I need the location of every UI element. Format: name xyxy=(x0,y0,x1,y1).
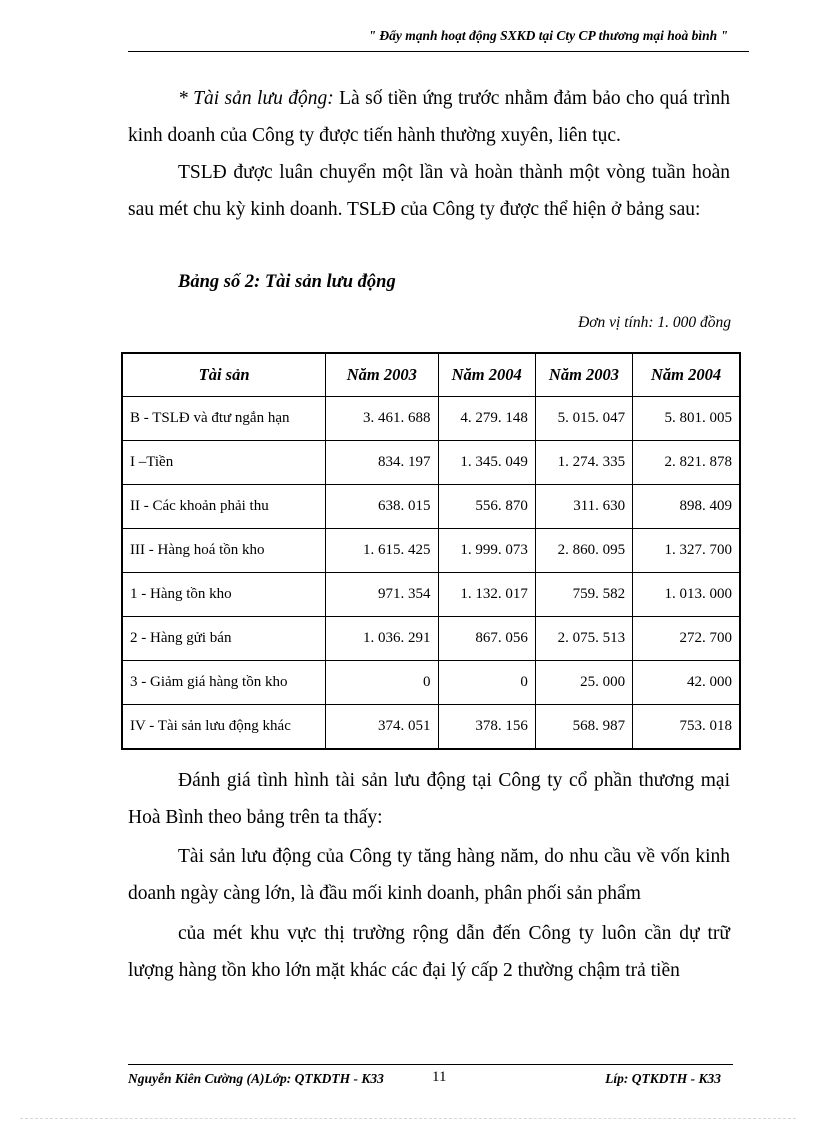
row-label: 3 - Giảm giá hàng tồn kho xyxy=(122,661,326,705)
table-cell: 1. 274. 335 xyxy=(535,441,632,485)
table-cell: 1. 013. 000 xyxy=(633,573,740,617)
table-row xyxy=(122,661,740,705)
table-row xyxy=(122,529,740,573)
table-row xyxy=(122,397,740,441)
table-cell: 1. 036. 291 xyxy=(326,617,438,661)
table-cell: 2. 821. 878 xyxy=(633,441,740,485)
footer-class: Líp: QTKDTH - K33 xyxy=(605,1071,721,1086)
footer-divider xyxy=(128,1064,733,1065)
table-cell: 867. 056 xyxy=(438,617,535,661)
table-cell: 1. 999. 073 xyxy=(438,529,535,573)
table-cell: 5. 801. 005 xyxy=(633,397,740,441)
table-cell: 556. 870 xyxy=(438,485,535,529)
table-unit-note: Đơn vị tính: 1. 000 đồng xyxy=(578,314,731,331)
paragraph-assets-growth xyxy=(128,838,730,912)
row-label: II - Các khoản phải thu xyxy=(122,485,326,529)
page-number: 11 xyxy=(432,1069,447,1085)
table-cell: 4. 279. 148 xyxy=(438,397,535,441)
page-bottom-edge xyxy=(20,1118,796,1119)
table-row xyxy=(122,705,740,750)
table-cell: 2. 075. 513 xyxy=(535,617,632,661)
table-cell: 5. 015. 047 xyxy=(535,397,632,441)
paragraph-text: Tài sản lưu động của Công ty tăng hàng năm, do nhu cầu về vốn kinh doanh ngày càng lớn, là đầu mối kinh doanh, phân phối sản phẩm xyxy=(128,846,730,904)
table-header-row xyxy=(122,353,740,397)
table-cell: 753. 018 xyxy=(633,705,740,750)
current-assets-table xyxy=(121,352,741,750)
table-cell: 374. 051 xyxy=(326,705,438,750)
row-label: III - Hàng hoá tồn kho xyxy=(122,529,326,573)
term-label: * Tài sản lưu động: xyxy=(178,88,334,109)
paragraph-text: TSLĐ được luân chuyển một lần và hoàn thành một vòng tuần hoàn sau mét chu kỳ kinh doanh. TSLĐ của Công ty được thể hiện ở bảng sau: xyxy=(128,162,730,220)
table-row xyxy=(122,573,740,617)
table-cell: 2. 860. 095 xyxy=(535,529,632,573)
row-label: I –Tiền xyxy=(122,441,326,485)
table-cell: 0 xyxy=(438,661,535,705)
table-cell: 1. 132. 017 xyxy=(438,573,535,617)
row-label: 2 - Hàng gửi bán xyxy=(122,617,326,661)
table-cell: 568. 987 xyxy=(535,705,632,750)
column-header: Tài sản xyxy=(122,353,326,397)
table-cell: 0 xyxy=(326,661,438,705)
table-cell: 311. 630 xyxy=(535,485,632,529)
table-cell: 3. 461. 688 xyxy=(326,397,438,441)
paragraph-assessment-intro xyxy=(128,762,730,836)
table-row xyxy=(122,485,740,529)
footer-author: Nguyễn Kiên Cường (A)Lớp: QTKDTH - K33 xyxy=(128,1071,384,1086)
table-cell: 378. 156 xyxy=(438,705,535,750)
column-header: Năm 2003 xyxy=(535,353,632,397)
table-cell: 1. 345. 049 xyxy=(438,441,535,485)
row-label: B - TSLĐ và đtư ngắn hạn xyxy=(122,397,326,441)
table-cell: 1. 327. 700 xyxy=(633,529,740,573)
table-cell: 638. 015 xyxy=(326,485,438,529)
paragraph-text: của mét khu vực thị trường rộng dẫn đến Công ty luôn cần dự trữ lượng hàng tồn kho lớn mặt khác các đại lý cấp 2 thường chậm trả tiền xyxy=(128,923,730,981)
table-cell: 971. 354 xyxy=(326,573,438,617)
table-row xyxy=(122,441,740,485)
table-cell: 834. 197 xyxy=(326,441,438,485)
paragraph-current-assets-turnover xyxy=(128,154,730,228)
column-header: Năm 2004 xyxy=(633,353,740,397)
table-cell: 42. 000 xyxy=(633,661,740,705)
column-header: Năm 2004 xyxy=(438,353,535,397)
row-label: IV - Tài sản lưu động khác xyxy=(122,705,326,750)
paragraph-text: Là số tiền ứng trước nhằm đảm bảo cho quá trình kinh doanh của Công ty được tiến hành thường xuyên, liên tục. xyxy=(128,88,730,146)
table-caption: Bảng số 2: Tài sản lưu động xyxy=(178,272,396,292)
table-cell: 1. 615. 425 xyxy=(326,529,438,573)
table-cell: 898. 409 xyxy=(633,485,740,529)
table-cell: 759. 582 xyxy=(535,573,632,617)
paragraph-current-assets-definition xyxy=(128,80,730,154)
row-label: 1 - Hàng tồn kho xyxy=(122,573,326,617)
column-header: Năm 2003 xyxy=(326,353,438,397)
table-cell: 25. 000 xyxy=(535,661,632,705)
paragraph-text: Đánh giá tình hình tài sản lưu động tại Công ty cổ phần thương mại Hoà Bình theo bảng trên ta thấy: xyxy=(128,770,730,828)
header-divider xyxy=(128,51,749,52)
paragraph-inventory-reason xyxy=(128,915,730,989)
running-header-title: " Đẩy mạnh hoạt động SXKD tại Cty CP thương mại hoà bình " xyxy=(368,28,728,43)
table-cell: 272. 700 xyxy=(633,617,740,661)
table-row xyxy=(122,617,740,661)
